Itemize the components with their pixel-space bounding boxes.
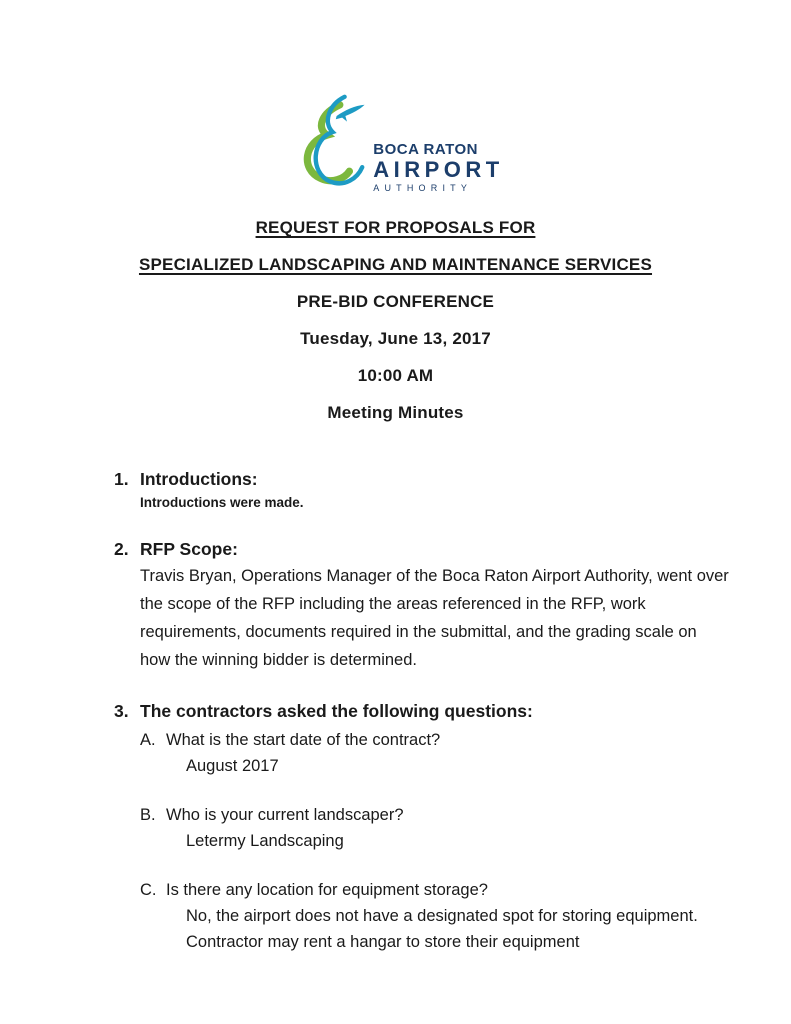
question-letter: B. [140, 806, 156, 824]
minutes-body [114, 469, 734, 955]
section-contractor-questions [114, 701, 734, 955]
question-letter: C. [140, 881, 157, 899]
section-body: Introductions were made. [140, 495, 304, 510]
logo-brand-line1: BOCA RATON [373, 141, 478, 158]
answer-text: August 2017 [186, 757, 279, 775]
section-number: 2. [114, 539, 129, 559]
rfp-title-line2: SPECIALIZED LANDSCAPING AND MAINTENANCE SERVICES [138, 255, 653, 274]
question-text: What is the start date of the contract? [166, 731, 441, 749]
meeting-time: 10:00 AM [357, 366, 434, 385]
section-heading-row [114, 539, 734, 560]
section-introductions [114, 469, 734, 512]
conference-title: PRE-BID CONFERENCE [296, 292, 495, 311]
section-heading-row [114, 469, 734, 490]
section-heading: RFP Scope: [140, 539, 238, 559]
answer-text: No, the airport does not have a designated spot for storing equipment. Contractor may rent a hangar to store their equipment [186, 907, 698, 951]
question-row [140, 802, 734, 828]
question-text: Who is your current landscaper? [166, 806, 404, 824]
minutes-label: Meeting Minutes [327, 403, 464, 422]
airport-logo-mark [287, 92, 367, 196]
question-item-b [140, 802, 734, 854]
section-rfp-scope [114, 539, 734, 674]
document-header [0, 218, 791, 423]
answer-text: Letermy Landscaping [186, 832, 344, 850]
section-number: 3. [114, 701, 129, 721]
question-text: Is there any location for equipment storage? [166, 881, 488, 899]
airport-logo [0, 0, 791, 196]
section-heading-row [114, 701, 734, 722]
airport-logo-swoosh [287, 92, 367, 196]
question-item-c [140, 877, 734, 955]
question-row [140, 877, 734, 903]
section-heading: The contractors asked the following questions: [140, 701, 533, 721]
logo-brand-line3: AUTHORITY [373, 182, 473, 193]
meeting-date: Tuesday, June 13, 2017 [300, 329, 491, 348]
logo-brand-line2: AIRPORT [373, 157, 504, 183]
airport-logo-text [373, 142, 504, 194]
question-row [140, 727, 734, 753]
section-heading: Introductions: [140, 469, 258, 489]
section-body: Travis Bryan, Operations Manager of the Boca Raton Airport Authority, went over the scope of the RFP including the areas referenced in the RFP, work requirements, documents required in the submittal, and the grading scale on how the winning bidder is determined. [140, 567, 729, 669]
question-list [140, 727, 734, 955]
question-letter: A. [140, 731, 156, 749]
section-number: 1. [114, 469, 129, 489]
question-item-a [140, 727, 734, 779]
rfp-title-line1: REQUEST FOR PROPOSALS FOR [255, 218, 536, 237]
